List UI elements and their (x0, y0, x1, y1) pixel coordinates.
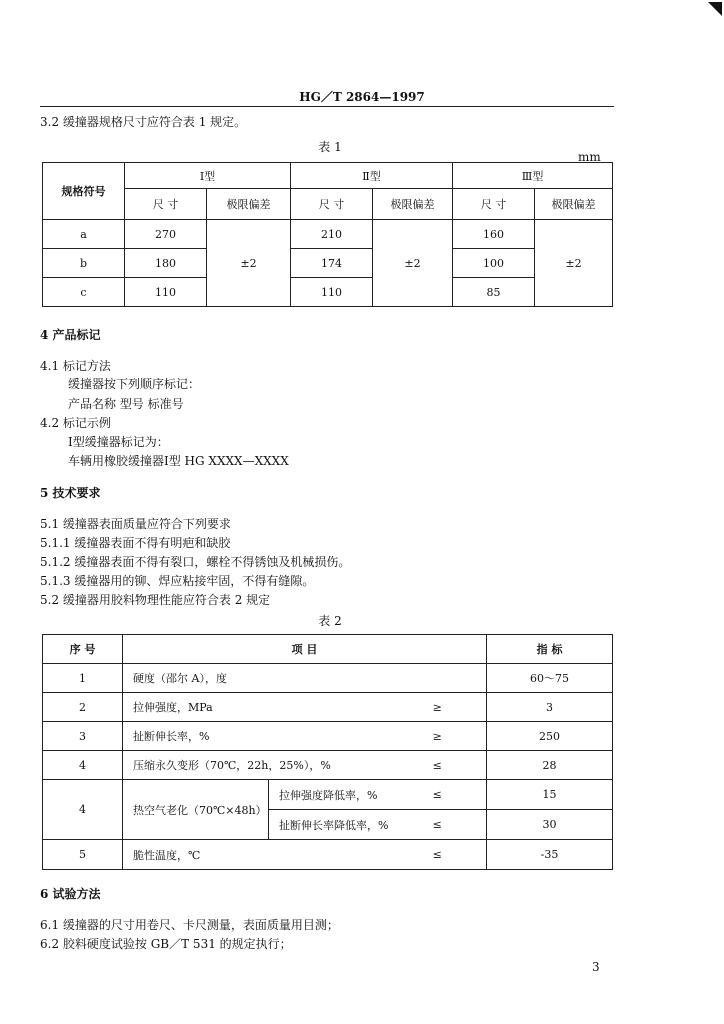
page-corner-mark (708, 2, 722, 16)
row-value: 250 (487, 722, 613, 751)
tolerance-header: 极限偏差 (207, 189, 291, 220)
table-cell: 180 (125, 249, 207, 278)
table1-unit: mm (578, 150, 601, 164)
table-cell: 85 (453, 278, 535, 307)
table-2 (42, 634, 613, 870)
row-no: 4 (43, 780, 123, 840)
row-item: 热空气老化（70℃×48h） (123, 780, 269, 840)
row-no: 5 (43, 840, 123, 870)
row-value: -35 (487, 840, 613, 870)
row-no: 1 (43, 664, 123, 693)
section-5-1-2: 5.1.2 缓撞器表面不得有裂口，螺栓不得锈蚀及机械损伤。 (40, 555, 351, 569)
section-6-title: 6 试验方法 (40, 887, 101, 901)
size-header: 尺 寸 (125, 189, 207, 220)
row-no: 4 (43, 751, 123, 780)
section-4-2-line1: Ⅰ型缓撞器标记为： (68, 435, 169, 449)
section-5-1-3: 5.1.3 缓撞器用的铆、焊应粘接牢固，不得有缝隙。 (40, 574, 315, 588)
row-no: 3 (43, 722, 123, 751)
row-item: 拉伸强度，MPa (123, 693, 389, 722)
tolerance-cell: ±2 (207, 220, 291, 307)
tolerance-header: 极限偏差 (373, 189, 453, 220)
spec-symbol-header: 规格符号 (43, 163, 125, 220)
table-cell: 100 (453, 249, 535, 278)
size-header: 尺 寸 (291, 189, 373, 220)
document-header: HG／T 2864—1997 (299, 90, 425, 104)
section-4-2-line2: 车辆用橡胶缓撞器Ⅰ型 HG XXXX—XXXX (68, 454, 289, 468)
row-comparator: ≥ (389, 722, 487, 751)
section-4-1: 4.1 标记方法 (40, 359, 111, 373)
row-item: 扯断伸长率，% (123, 722, 389, 751)
section-5-2: 5.2 缓撞器用胶料物理性能应符合表 2 规定 (40, 593, 271, 607)
item-header: 项 目 (123, 635, 487, 664)
row-value: 3 (487, 693, 613, 722)
header-rule (40, 106, 614, 107)
table-1 (42, 162, 613, 307)
type-3-header: Ⅲ型 (453, 163, 613, 189)
section-3-2: 3.2 缓撞器规格尺寸应符合表 1 规定。 (40, 115, 247, 129)
section-5-1: 5.1 缓撞器表面质量应符合下列要求 (40, 517, 231, 531)
row-value: 15 (487, 780, 613, 810)
row-value: 30 (487, 810, 613, 840)
table-cell: 210 (291, 220, 373, 249)
row-item: 硬度（邵尔 A），度 (123, 664, 487, 693)
row-no: 2 (43, 693, 123, 722)
table-cell: 110 (125, 278, 207, 307)
table-cell: 160 (453, 220, 535, 249)
row-item: 脆性温度，℃ (123, 840, 389, 870)
table1-caption: 表 1 (318, 140, 342, 154)
section-6-2: 6.2 胶料硬度试验按 GB／T 531 的规定执行； (40, 937, 292, 951)
table-cell: b (43, 249, 125, 278)
section-5-title: 5 技术要求 (40, 486, 101, 500)
table-cell: c (43, 278, 125, 307)
row-value: 60～75 (487, 664, 613, 693)
row-comparator: ≤ (389, 810, 487, 840)
type-1-header: Ⅰ型 (125, 163, 291, 189)
row-comparator: ≤ (389, 780, 487, 810)
table-cell: 174 (291, 249, 373, 278)
row-comparator: ≤ (389, 840, 487, 870)
row-value: 28 (487, 751, 613, 780)
section-4-title: 4 产品标记 (40, 328, 101, 342)
sub-item: 扯断伸长率降低率，% (269, 810, 389, 840)
size-header: 尺 寸 (453, 189, 535, 220)
tolerance-cell: ±2 (373, 220, 453, 307)
table-cell: a (43, 220, 125, 249)
row-comparator: ≥ (389, 693, 487, 722)
row-comparator: ≤ (389, 751, 487, 780)
sub-item: 拉伸强度降低率，% (269, 780, 389, 810)
table-cell: 270 (125, 220, 207, 249)
tolerance-header: 极限偏差 (535, 189, 613, 220)
index-header: 指 标 (487, 635, 613, 664)
type-2-header: Ⅱ型 (291, 163, 453, 189)
section-4-1-line2: 产品名称 型号 标准号 (68, 397, 184, 411)
row-item: 压缩永久变形（70℃，22h，25%），% (123, 751, 389, 780)
section-5-1-1: 5.1.1 缓撞器表面不得有明疤和缺胶 (40, 536, 231, 550)
seq-header: 序 号 (43, 635, 123, 664)
section-6-1: 6.1 缓撞器的尺寸用卷尺、卡尺测量，表面质量用目测； (40, 918, 339, 932)
table-cell: 110 (291, 278, 373, 307)
page-number: 3 (592, 960, 600, 974)
tolerance-cell: ±2 (535, 220, 613, 307)
section-4-1-line1: 缓撞器按下列顺序标记： (68, 377, 201, 391)
section-4-2: 4.2 标记示例 (40, 416, 111, 430)
table2-caption: 表 2 (318, 614, 342, 628)
